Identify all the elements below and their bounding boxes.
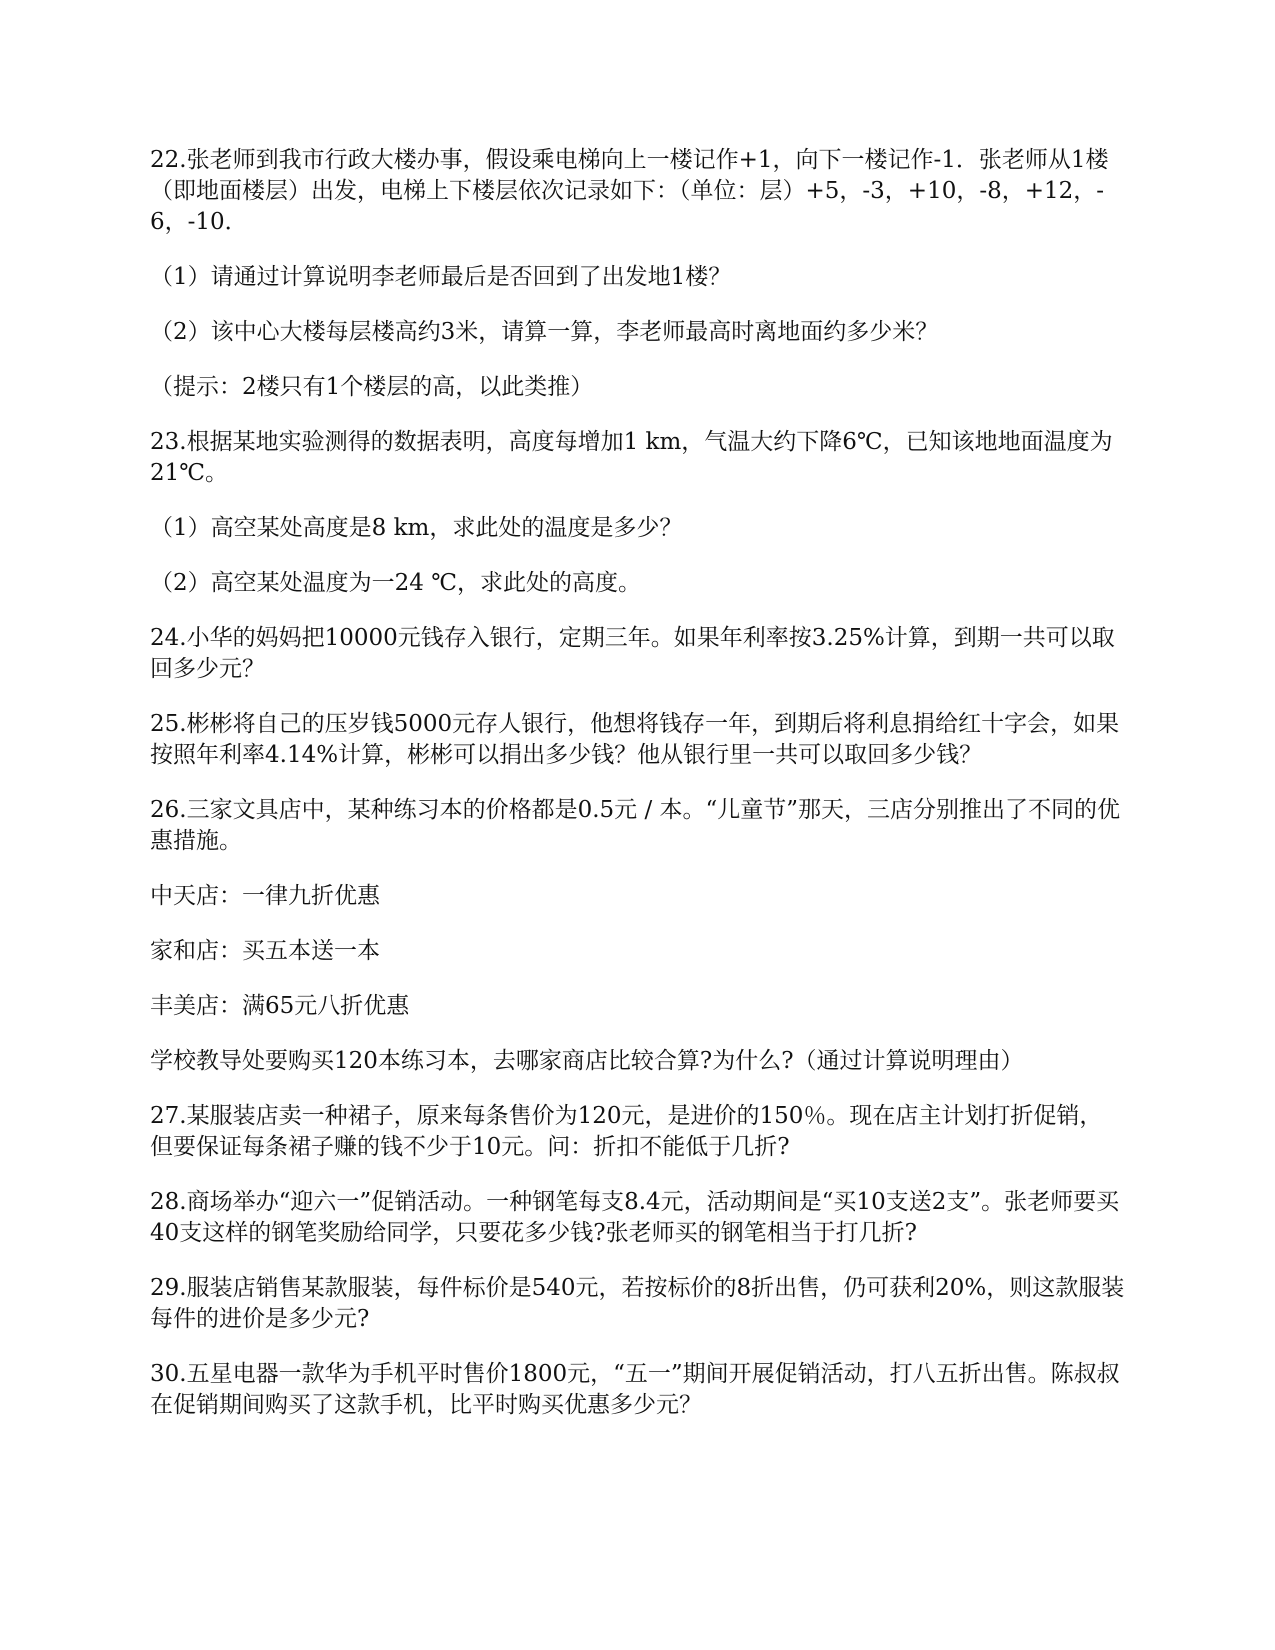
question-23: 23.根据某地实验测得的数据表明，高度每增加1 km，气温大约下降6℃，已知该地地面温度为21℃。 [150, 429, 1113, 486]
question-26: 26.三家文具店中，某种练习本的价格都是0.5元 / 本。“儿童节”那天，三店分别推出了不同的优惠措施。 [150, 797, 1121, 854]
question-28: 28.商场举办“迎六一”促销活动。一种钢笔每支8.4元，活动期间是“买10支送2支”。张老师要买40支这样的钢笔奖励给同学，只要花多少钱?张老师买的钢笔相当于打几折? [150, 1189, 1120, 1246]
document-body [150, 145, 1125, 1445]
question-29: 29.服装店销售某款服装，每件标价是540元，若按标价的8折出售，仍可获利20%，则这款服装每件的进价是多少元? [150, 1275, 1125, 1332]
question-26-store-fengmei: 丰美店：满65元八折优惠 [150, 993, 410, 1019]
question-23-part-1: （1）高空某处高度是8 km，求此处的温度是多少？ [150, 515, 683, 541]
question-22: 22.张老师到我市行政大楼办事，假设乘电梯向上一楼记作+1，向下一楼记作-1．张老师从1楼（即地面楼层）出发，电梯上下楼层依次记录如下：（单位：层）+5，-3，+10，-8，+12，-6，-10． [150, 147, 1109, 235]
question-22-hint: （提示：2楼只有1个楼层的高，以此类推） [150, 374, 594, 400]
question-26-store-jiahe: 家和店：买五本送一本 [150, 938, 380, 964]
question-26-ask: 学校教导处要购买120本练习本，去哪家商店比较合算?为什么?（通过计算说明理由） [150, 1048, 1024, 1074]
question-23-part-2: （2）高空某处温度为一24 ℃，求此处的高度。 [150, 570, 641, 596]
question-25: 25.彬彬将自己的压岁钱5000元存人银行，他想将钱存一年，到期后将利息捐给红十字会，如果按照年利率4.14%计算，彬彬可以捐出多少钱？他从银行里一共可以取回多少钱？ [150, 711, 1120, 768]
question-22-part-2: （2）该中心大楼每层楼高约3米，请算一算，李老师最高时离地面约多少米？ [150, 319, 939, 345]
question-27: 27.某服装店卖一种裙子，原来每条售价为120元，是进价的150％。现在店主计划打折促销，但要保证每条裙子赚的钱不少于10元。问：折扣不能低于几折? [150, 1103, 1103, 1160]
question-30: 30.五星电器一款华为手机平时售价1800元，“五一”期间开展促销活动，打八五折出售。陈叔叔在促销期间购买了这款手机，比平时购买优惠多少元？ [150, 1361, 1120, 1418]
question-26-store-zhongtian: 中天店：一律九折优惠 [150, 883, 380, 909]
question-24: 24.小华的妈妈把10000元钱存入银行，定期三年。如果年利率按3.25%计算，到期一共可以取回多少元？ [150, 625, 1115, 682]
question-22-part-1: （1）请通过计算说明李老师最后是否回到了出发地1楼？ [150, 264, 732, 290]
